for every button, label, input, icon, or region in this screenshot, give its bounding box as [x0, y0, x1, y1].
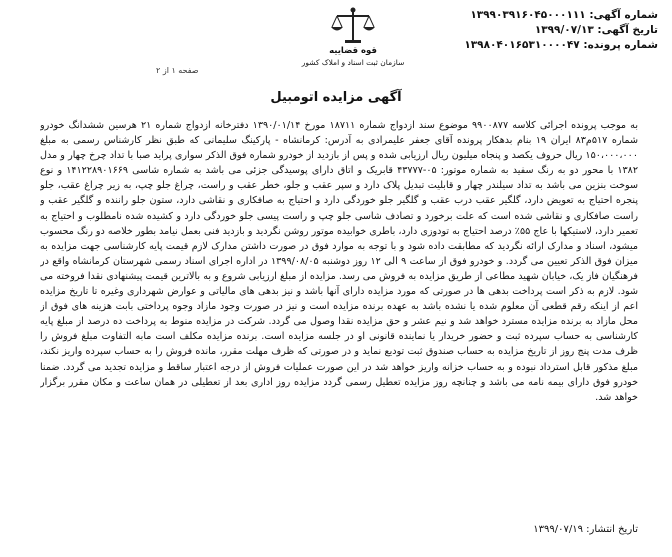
scales-of-justice-icon: [329, 6, 377, 46]
page-number: صفحه ۱ از ۲: [156, 66, 199, 75]
notice-number: شماره آگهی: ۱۳۹۹۰۳۹۱۶۰۴۵۰۰۰۱۱۱: [470, 9, 658, 21]
publish-date: تاریخ انتشار: ۱۳۹۹/۰۷/۱۹: [533, 524, 638, 535]
judiciary-emblem: [298, 6, 408, 76]
file-number: شماره پرونده: ۱۳۹۸۰۴۰۱۶۵۳۱۰۰۰۰۴۷: [464, 39, 658, 51]
organization-name: سازمان ثبت اسناد و املاک کشور: [301, 58, 405, 67]
notice-body: به موجب پرونده اجرائی کلاسه ۹۹۰۰۸۷۷ موضوع سند ازدواج شماره ۱۸۷۱۱ مورخ ۱۳۹۰/۰۱/۱۴ دفترخانه ازدواج شماره ۲۱ هرسین ششدانگ خودرو شماره ۵۱۷م۸۳ ایران ۱۹ بنام بدهکار پرونده آقای جعفر علیمرادی به آدرس: کرمانشاه - پارکینگ سلیمانی که طبق نظر کارشناس رسمی به مبلغ ۱۵۰،۰۰۰،۰۰۰ ریال حروف یکصد و پنجاه میلیون ریال ارزیابی شده و پس از بازدید از خودرو شماره فوق الذکر سواری پراید صبا با تداد چرخ چهار و مدل ۱۳۸۲ با محور دو به رنگ سفید به شماره موتور: ۰۵-۴۳۷۷۷ قابریک و اتاق دارای پوسیدگی جزئی می باشد به شماره شاسی ۱۴۱۲۲۸۹۰۱۶۶۹ و نوع سوخت بنزین می باشد به تداد سیلندر چهار و قابلیت تبدیل پلاک دارد و سپر عقب و جلو، خطر عقب و راست، چراغ جلو چپ، به زیر چراغ عقب، جلو پنجره احتیاج به تعویض دارد، گلگیر عقب درب عقب و گلگیر جلو خوردگی دارد و احتیاج به صافکاری و نقاشی دارد، ستون جلو راننده و گلگیر عقب و راست صافکاری و نقاشی شده است که علت برخورد و تصادف شاسی جلو چپ و راست پیسی جلو خوردگی دارد و کشیده شده نامطلوب و احتیاج به تعمیر دارد، لاستیکها با عاج ۵۵٪ درصد احتیاج به تودوزی دارد، باطری خوابیده موتور روشن نگردید و بازدید فنی بعمل نیامد بطور خلاصه دو رنگ محسوب میشود، اسناد و مدارک ارائه نگردید که مطابقت داده شود و با توجه به موارد فوق در صورت داشتن مدارک لازم قیمت پایه کارشناسی جهت مزایده به میزان فوق الذکر تعیین می گردد. و خودرو فوق از ساعت ۹ الی ۱۲ روز دوشنبه ۱۳۹۹/۰۸/۰۵ در اداره اجرای اسناد رسمی شهرستان کرمانشاه واقع در فرهنگیان فاز یک، خیابان شهید مطاعی از طریق مزایده به فروش می رسد. مزایده از مبلغ ارزیابی شروع و به بالاترین قیمت پیشنهادی نقدا فروخته می شود. لازم به ذکر است پرداخت بدهی ها در صورتی که مورد مزایده دارای آنها باشد و نیز بدهی های مالیاتی و عوارض شهرداری وغیره تا تاریخ مزایده اعم از اینکه رقم قطعی آن معلوم شده یا نشده باشد به عهده برنده مزایده است و نیز در صورت وجود مازاد وجوه پرداختی بابت هزینه های فوق از محل مازاد به برنده مزایده مسترد خواهد شد و نیم عشر و حق مزایده نقدا وصول می گردد. شرکت در مزایده منوط به پرداخت ده درصد از مبلغ پایه کارشناسی به حساب سپرده ثبت و حضور خریدار یا نماینده قانونی او در جلسه مزایده است. برنده مزایده مکلف است مابه التفاوت مبلغ فروش را ظرف مدت پنج روز از تاریخ مزایده به حساب صندوق ثبت تودیع نماید و در صورتی که ظرف مهلت مقرر، مانده فروش را به حساب سپرده واریز نکند، مبلغ مذکور قابل استرداد نبوده و به حساب خزانه واریز خواهد شد در این صورت عملیات فروش از درجه اعتبار ساقط و مزایده تجدید می گردد. ضمنا خودرو فوق دارای بیمه نامه می باشد و چنانچه روز مزایده تعطیل رسمی گردد مزایده روز اداری بعد از تعطیلی در همان ساعت و مکان مقرر برگزار خواهد شد.: [40, 120, 638, 403]
notice-heading: آگهی مزایده اتومبیل: [270, 90, 402, 105]
judiciary-title: قوه قضاییه: [329, 46, 377, 56]
notice-date: تاریخ آگهی: ۱۳۹۹/۰۷/۱۳: [534, 24, 658, 36]
notice-meta-block: [428, 8, 658, 53]
